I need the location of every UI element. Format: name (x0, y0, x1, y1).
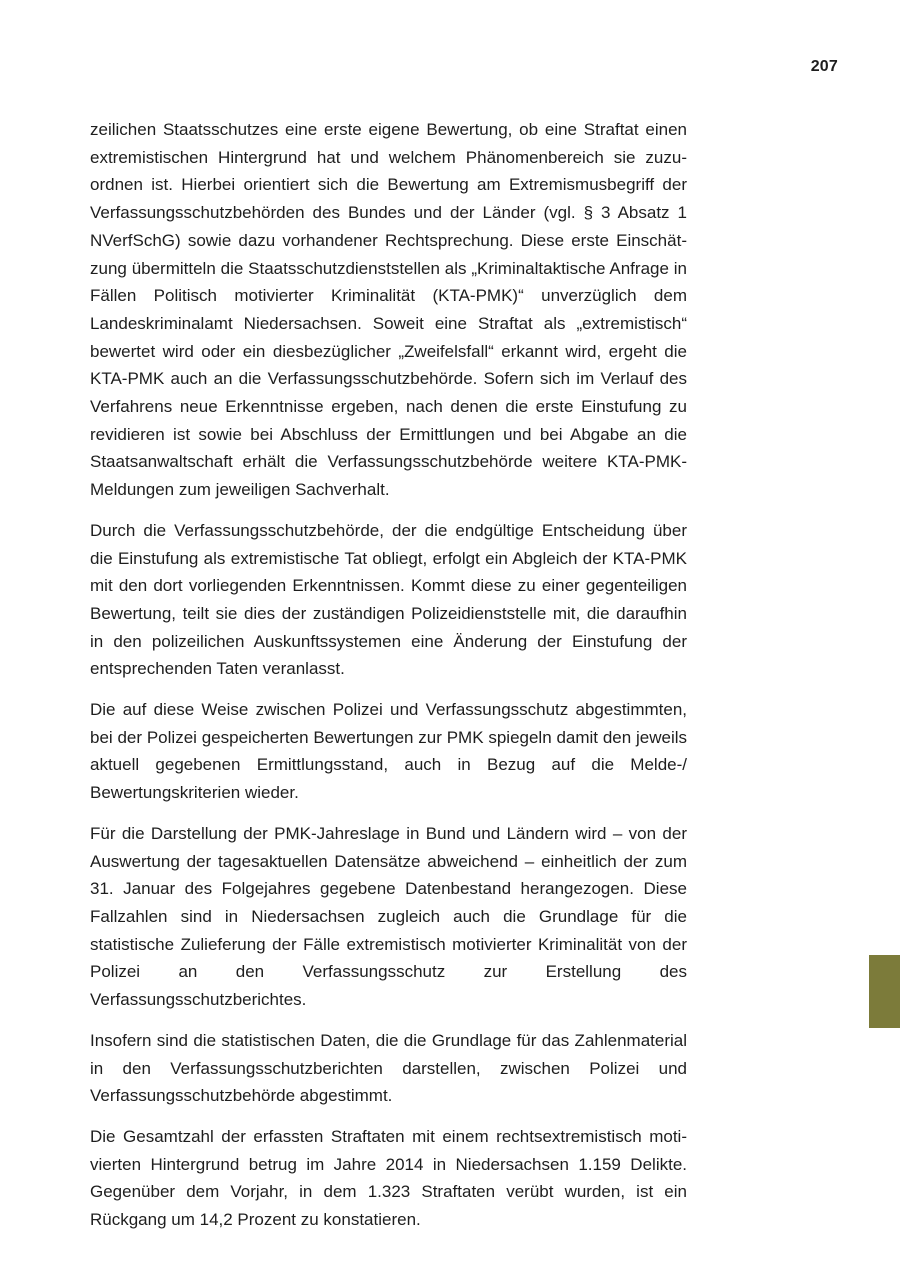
paragraph-statistics-agreement: Insofern sind die statistischen Daten, die die Grundlage für das Zahlenmaterial in den Verfassungsschutzberichten darstellen, zwischen Polizei und Verfassungsschutzbehörde abgestimmt. (90, 1030, 687, 1106)
paragraph-verification: Durch die Verfassungsschutzbehörde, der die endgültige Entscheidung über die Einstufung als extremistische Tat obliegt, erfolgt ein Abgleich der KTA-PMK mit den dort vorliegenden Erkenntnissen. Kommt diese zu einer gegenteiligen Bewertung, teilt sie dies der zuständigen Polizeidienststelle mit, die daraufhin in den polizeilichen Auskunftssystemen eine Änderung der Einstufung der entsprechenden Taten veranlasst. (90, 520, 687, 679)
paragraph-coordinated-assessments: Die auf diese Weise zwischen Polizei und Verfassungsschutz abgestimmten, bei der Polizei gespeicherten Bewertungen zur PMK spiegeln damit den jeweils aktuell gegebenen Ermittlungsstand, auch in Bezug auf die Melde-/ Bewertungskriterien wieder. (90, 700, 687, 803)
body-text (90, 116, 687, 1247)
page-number: 207 (810, 58, 838, 75)
paragraph-crime-totals: Die Gesamtzahl der erfassten Straftaten mit einem rechtsextremistisch motivierten Hintergrund betrug im Jahre 2014 in Niedersachsen 1.159 Delikte. Gegenüber dem Vorjahr, in dem 1.323 Straftaten verübt wurden, ist ein Rückgang um 14,2 Prozent zu konstatieren. (90, 1126, 687, 1230)
paragraph-kta-pmk-procedure: zeilichen Staatsschutzes eine erste eigene Bewertung, ob eine Straftat einen extremistischen Hintergrund hat und welchem Phänomenbereich sie zuzuordnen ist. Hierbei orientiert sich die Bewertung am Extremismusbegriff der Verfassungsschutzbehörden des Bundes und der Länder (vgl. § 3 Absatz 1 NVerfSchG) sowie dazu vorhandener Rechtsprechung. Diese erste Einschätzung übermitteln die Staatsschutzdienststellen als „Kriminaltaktische Anfrage in Fällen Politisch motivierter Kriminalität (KTA-PMK)“ unverzüglich dem Landeskriminalamt Niedersachsen. Soweit eine Straftat als „extremistisch“ bewertet wird oder ein diesbezüglicher „Zweifelsfall“ erkannt wird, ergeht die KTA-PMK auch an die Verfassungsschutzbehörde. Sofern sich im Verlauf des Verfahrens neue Erkenntnisse ergeben, nach denen die erste Einstufung zu revidieren ist sowie bei Abschluss der Ermittlungen und bei Abgabe an die Staatsanwaltschaft erhält die Verfassungsschutzbehörde weitere KTA-PMK-Meldungen zum jeweiligen Sachverhalt. (90, 120, 687, 500)
chapter-marker-tab (869, 955, 900, 1028)
paragraph-annual-report-data: Für die Darstellung der PMK-Jahreslage in Bund und Ländern wird – von der Auswertung der tagesaktuellen Datensätze abweichend – einheitlich der zum 31. Januar des Folgejahres gegebene Datenbestand herangezogen. Diese Fallzahlen sind in Niedersachsen zugleich auch die Grundlage für die statistische Zulieferung der Fälle extremistisch motivierter Kriminalität von der Polizei an den Verfassungsschutz zur Erstellung des Verfassungsschutzberichtes. (90, 823, 687, 1010)
